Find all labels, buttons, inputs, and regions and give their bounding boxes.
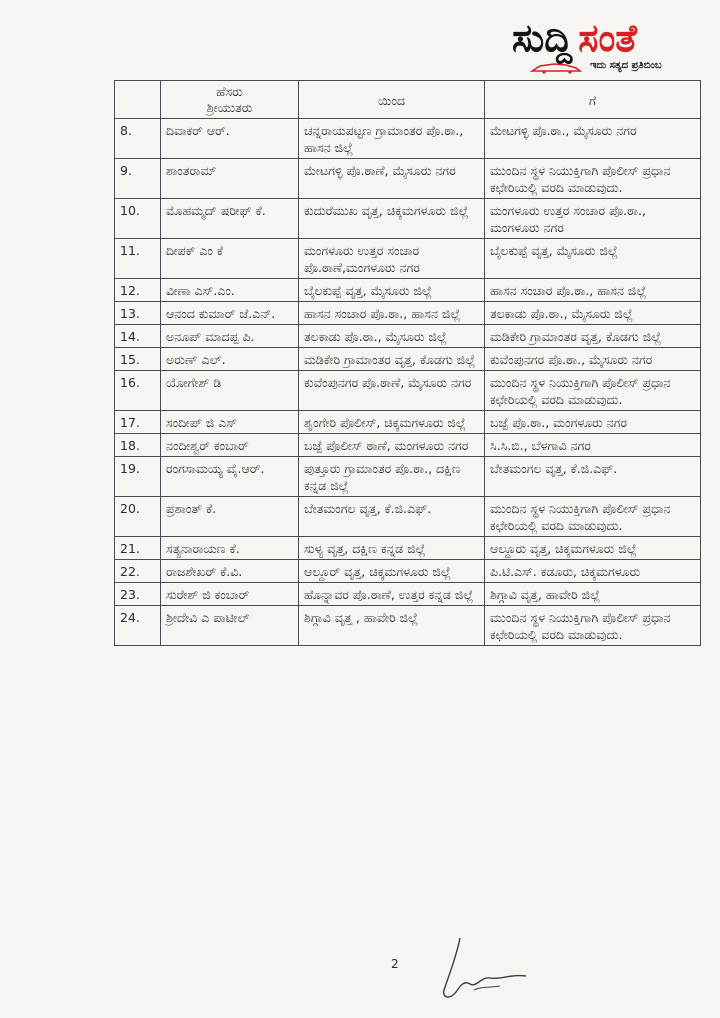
- cell-name: ಪ್ರಶಾಂತ್ ಕೆ.: [161, 497, 299, 537]
- cell-serial: 12.: [115, 279, 161, 302]
- cell-serial: 17.: [115, 411, 161, 434]
- table-row: [115, 411, 701, 434]
- cell-from: ಹಾಸನ ಸಂಚಾರ ಪೊ.ಠಾ., ಹಾಸನ ಜಿಲ್ಲೆ: [299, 302, 485, 325]
- cell-serial: 23.: [115, 583, 161, 606]
- cell-to: ಮಂಗಳೂರು ಉತ್ತರ ಸಂಚಾರ ಪೊ.ಠಾ., ಮಂಗಳೂರು ನಗರ: [485, 199, 701, 239]
- table-row: [115, 239, 701, 279]
- cell-name: ಅನೂಪ್ ಮಾದಪ್ಪ ಪಿ.: [161, 325, 299, 348]
- page-number: 2: [391, 957, 399, 971]
- logo-wordmark: [512, 18, 712, 58]
- cell-to: ಪಿ.ಟಿ.ಎಸ್. ಕಡೂರು, ಚಿಕ್ಕಮಗಳೂರು: [485, 560, 701, 583]
- table-row: [115, 302, 701, 325]
- cell-name: ಸತ್ಯನಾರಾಯಣ ಕೆ.: [161, 537, 299, 560]
- car-icon: [530, 62, 582, 74]
- table-row: [115, 606, 701, 646]
- cell-from: ಬೈಲಕುಪ್ಪೆ ವೃತ್ತ, ಮೈಸೂರು ಜಿಲ್ಲೆ: [299, 279, 485, 302]
- cell-serial: 13.: [115, 302, 161, 325]
- cell-from: ಮಡಿಕೇರಿ ಗ್ರಾಮಾಂತರ ವೃತ್ತ, ಕೊಡಗು ಜಿಲ್ಲೆ: [299, 348, 485, 371]
- cell-to: ಮುಂದಿನ ಸ್ಥಳ ನಿಯುಕ್ತಿಗಾಗಿ ಪೊಲೀಸ್ ಪ್ರಧಾನ ಕಛೇರಿಯಲ್ಲಿ ವರದಿ ಮಾಡುವುದು.: [485, 497, 701, 537]
- cell-name: ಆನಂದ ಕುಮಾರ್ ಜೆ.ಎನ್.: [161, 302, 299, 325]
- header-to: ಗೆ: [485, 81, 701, 119]
- header-from: ಯಿಂದ: [299, 81, 485, 119]
- cell-from: ಶೃಂಗೇರಿ ಪೊಲೀಸ್, ಚಿಕ್ಕಮಗಳೂರು ಜಿಲ್ಲೆ: [299, 411, 485, 434]
- cell-name: ನಂದೀಶ್ವರ್ ಕಂಬಾರ್: [161, 434, 299, 457]
- cell-serial: 22.: [115, 560, 161, 583]
- cell-serial: 15.: [115, 348, 161, 371]
- cell-to: ತಲಕಾಡು ಪೊ.ಠಾ., ಮೈಸೂರು ಜಿಲ್ಲೆ: [485, 302, 701, 325]
- cell-to: ಶಿಗ್ಗಾವಿ ವೃತ್ತ, ಹಾವೇರಿ ಜಿಲ್ಲೆ: [485, 583, 701, 606]
- table-row: [115, 371, 701, 411]
- cell-from: ಚನ್ನರಾಯಪಟ್ಟಣ ಗ್ರಾಮಾಂತರ ಪೊ.ಠಾ., ಹಾಸನ ಜಿಲ್ಲೆ: [299, 119, 485, 159]
- cell-from: ಬಜ್ಪೆ ಪೊಲೀಸ್ ಠಾಣೆ, ಮಂಗಳೂರು ನಗರ: [299, 434, 485, 457]
- cell-to: ಆಲ್ದೂರು ವೃತ್ತ, ಚಿಕ್ಕಮಗಳೂರು ಜಿಲ್ಲೆ: [485, 537, 701, 560]
- transfer-table: [114, 80, 701, 646]
- cell-from: ಪುತ್ತೂರು ಗ್ರಾಮಾಂತರ ಪೊ.ಠಾ., ದಕ್ಷಿಣ ಕನ್ನಡ ಜಿಲ್ಲೆ: [299, 457, 485, 497]
- cell-to: ಮುಂದಿನ ಸ್ಥಳ ನಿಯುಕ್ತಿಗಾಗಿ ಪೊಲೀಸ್ ಪ್ರಧಾನ ಕಛೇರಿಯಲ್ಲಿ ವರದಿ ಮಾಡುವುದು.: [485, 159, 701, 199]
- cell-from: ಮಂಗಳೂರು ಉತ್ತರ ಸಂಚಾರ ಪೊ.ಠಾಣೆ,ಮಂಗಳೂರು ನಗರ: [299, 239, 485, 279]
- header-name: ಹೆಸರು ಶ್ರೀಯುತರು: [161, 81, 299, 119]
- table-row: [115, 348, 701, 371]
- table-row: [115, 159, 701, 199]
- table-row: [115, 325, 701, 348]
- table-row: [115, 537, 701, 560]
- cell-to: ಮಡಿಕೇರಿ ಗ್ರಾಮಾಂತರ ವೃತ್ತ, ಕೊಡಗು ಜಿಲ್ಲೆ: [485, 325, 701, 348]
- cell-from: ಬೇತಮಂಗಲ ವೃತ್ತ, ಕೆ.ಜಿ.ಎಫ್.: [299, 497, 485, 537]
- cell-serial: 14.: [115, 325, 161, 348]
- cell-serial: 18.: [115, 434, 161, 457]
- cell-name: ಯೋಗೇಶ್ ಡಿ: [161, 371, 299, 411]
- signature-icon: [430, 930, 550, 1010]
- cell-name: ಅರುಣ್ ಎಲ್.: [161, 348, 299, 371]
- faint-header-bleedthrough: [40, 38, 340, 78]
- table-row: [115, 119, 701, 159]
- cell-serial: 16.: [115, 371, 161, 411]
- cell-serial: 24.: [115, 606, 161, 646]
- cell-from: ಶಿಗ್ಗಾವಿ ವೃತ್ತ , ಹಾವೇರಿ ಜಿಲ್ಲೆ: [299, 606, 485, 646]
- cell-to: ಸಿ.ಸಿ.ಬಿ., ಬೆಳಗಾವಿ ನಗರ: [485, 434, 701, 457]
- cell-to: ಬಜ್ಪೆ ಪೊ.ಠಾ., ಮಂಗಳೂರು ನಗರ: [485, 411, 701, 434]
- cell-name: ವೀಣಾ ಎಸ್.ಎಂ.: [161, 279, 299, 302]
- cell-from: ಕುವೆಂಪುನಗರ ಪೊ.ಠಾಣೆ, ಮೈಸೂರು ನಗರ: [299, 371, 485, 411]
- cell-from: ತಲಕಾಡು ಪೊ.ಠಾ., ಮೈಸೂರು ಜಿಲ್ಲೆ: [299, 325, 485, 348]
- cell-to: ಬೈಲಕುಪ್ಪೆ ವೃತ್ತ, ಮೈಸೂರು ಜಿಲ್ಲೆ: [485, 239, 701, 279]
- table-row: [115, 497, 701, 537]
- table-row: [115, 434, 701, 457]
- cell-name: ಮೊಹಮ್ಮದ್ ಷರೀಫ್ ಕೆ.: [161, 199, 299, 239]
- table-row: [115, 583, 701, 606]
- cell-to: ಮೇಟಗಳ್ಳಿ ಪೊ.ಠಾ., ಮೈಸೂರು ನಗರ: [485, 119, 701, 159]
- cell-to: ಹಾಸನ ಸಂಚಾರ ಪೊ.ಠಾ., ಹಾಸನ ಜಿಲ್ಲೆ: [485, 279, 701, 302]
- cell-serial: 20.: [115, 497, 161, 537]
- cell-name: ರಂಗಸಾಮಯ್ಯ ವೈ.ಆರ್.: [161, 457, 299, 497]
- cell-serial: 8.: [115, 119, 161, 159]
- cell-serial: 10.: [115, 199, 161, 239]
- cell-from: ಸುಳ್ಯ ವೃತ್ತ, ದಕ್ಷಿಣ ಕನ್ನಡ ಜಿಲ್ಲೆ: [299, 537, 485, 560]
- cell-name: ಶ್ರೀದೇವಿ ಎ ಪಾಟೀಲ್: [161, 606, 299, 646]
- cell-from: ಆಲ್ದೂರ್ ವೃತ್ತ, ಚಿಕ್ಕಮಗಳೂರು ಜಿಲ್ಲೆ: [299, 560, 485, 583]
- cell-to: ಬೇತಮಂಗಲ ವೃತ್ತ, ಕೆ.ಜಿ.ಎಫ್.: [485, 457, 701, 497]
- table-row: [115, 199, 701, 239]
- cell-from: ಹೊನ್ನಾವರ ಪೊ.ಠಾಣೆ, ಉತ್ತರ ಕನ್ನಡ ಜಿಲ್ಲೆ: [299, 583, 485, 606]
- table-row: [115, 279, 701, 302]
- cell-name: ದೀಪಕ್ ಎಂ ಕೆ: [161, 239, 299, 279]
- table-row: [115, 457, 701, 497]
- table-header-row: [115, 81, 701, 119]
- table-row: [115, 560, 701, 583]
- logo-word-sante: ಸಂತೆ: [578, 16, 637, 60]
- cell-to: ಮುಂದಿನ ಸ್ಥಳ ನಿಯುಕ್ತಿಗಾಗಿ ಪೊಲೀಸ್ ಪ್ರಧಾನ ಕಛೇರಿಯಲ್ಲಿ ವರದಿ ಮಾಡುವುದು.: [485, 371, 701, 411]
- header-serial: [115, 81, 161, 119]
- cell-name: ಶಾಂತರಾಮ್: [161, 159, 299, 199]
- cell-serial: 11.: [115, 239, 161, 279]
- logo-word-suddi: ಸುದ್ದಿ: [512, 16, 573, 60]
- cell-from: ಮೇಟಗಳ್ಳಿ ಪೊ.ಠಾಣೆ, ಮೈಸೂರು ನಗರ: [299, 159, 485, 199]
- cell-to: ಕುವೆಂಪುನಗರ ಪೊ.ಠಾ., ಮೈಸೂರು ನಗರ: [485, 348, 701, 371]
- cell-name: ಸುರೇಶ್ ಜಿ ಕಂಬಾರ್: [161, 583, 299, 606]
- cell-name: ಸಂದೀಪ್ ಜಿ ಎಸ್: [161, 411, 299, 434]
- brand-logo: [512, 18, 712, 78]
- cell-serial: 19.: [115, 457, 161, 497]
- cell-from: ಕುದುರೆಮುಖ ವೃತ್ತ, ಚಿಕ್ಕಮಗಳೂರು ಜಿಲ್ಲೆ: [299, 199, 485, 239]
- cell-name: ರಾಜಶೇಖರ್ ಕೆ.ವಿ.: [161, 560, 299, 583]
- cell-serial: 9.: [115, 159, 161, 199]
- cell-name: ದಿವಾಕರ್ ಆರ್.: [161, 119, 299, 159]
- logo-tagline: ಇದು ಸತ್ಯದ ಪ್ರತಿಬಿಂಬ: [590, 60, 662, 71]
- cell-to: ಮುಂದಿನ ಸ್ಥಳ ನಿಯುಕ್ತಿಗಾಗಿ ಪೊಲೀಸ್ ಪ್ರಧಾನ ಕಛೇರಿಯಲ್ಲಿ ವರದಿ ಮಾಡುವುದು.: [485, 606, 701, 646]
- cell-serial: 21.: [115, 537, 161, 560]
